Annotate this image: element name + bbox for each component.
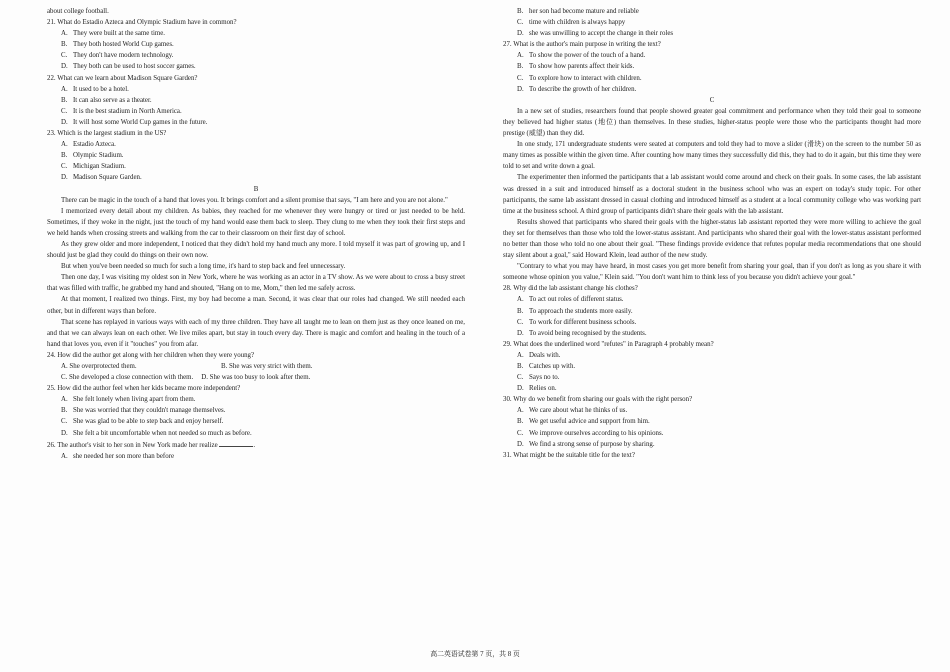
question-23-stem: 23. Which is the largest stadium in the US?	[47, 130, 167, 138]
q29-option-a[interactable]: A. Deals with.	[517, 351, 561, 359]
passage-b-paragraph-3: As they grew older and more independent, I noticed that they didn't hold my hand much any more. I told myself it was part of growing up, and I should just be glad they could do things on their own now.	[47, 240, 465, 260]
q26-option-a[interactable]: A. she needed her son more than before	[61, 452, 175, 460]
q21-option-a[interactable]: A. They were built at the same time.	[61, 30, 166, 38]
question-31-stem: 31. What might be the suitable title for the text?	[503, 451, 635, 459]
q24-option-a[interactable]: A. She overprotected them.	[61, 363, 137, 370]
q24-option-d[interactable]: D. She was too busy to look after them.	[201, 374, 311, 382]
section-c-heading: C	[709, 96, 715, 104]
q27-option-b[interactable]: B. To show how parents affect their kids.	[517, 63, 635, 71]
q23-option-d[interactable]: D. Madison Square Garden.	[61, 174, 142, 182]
q27-option-c[interactable]: C. To explore how to interact with children.	[517, 74, 642, 82]
q30-option-b[interactable]: B. We get useful advice and support from him.	[517, 418, 650, 426]
q29-option-d[interactable]: D. Relies on.	[517, 385, 557, 393]
q30-option-c[interactable]: C. We improve ourselves according to his opinions.	[517, 429, 664, 437]
passage-b-paragraph-2: I memorized every detail about my children. As babies, they reached for me whenever they were hungry or tired or just needed to be held. Sometimes, if they woke in the night, just the touch of my hand would ease them back to sleep. They clung to me when they took their first steps and we held hands when crossing streets and walking from the car to their classroom on their first day of school.	[47, 207, 465, 237]
q26-option-d[interactable]: D. she was unwilling to accept the change in their roles	[517, 30, 674, 38]
question-24-stem: 24. How did the author get along with her children when they were young?	[47, 351, 255, 359]
q22-option-a[interactable]: A. It used to be a hotel.	[61, 85, 129, 93]
q25-option-b[interactable]: B. She was worried that they couldn't manage themselves.	[61, 407, 226, 415]
left-column	[47, 6, 465, 462]
q27-option-a[interactable]: A. To show the power of the touch of a hand.	[517, 52, 646, 60]
q30-option-d[interactable]: D. We find a strong sense of purpose by sharing.	[517, 440, 655, 448]
q26-option-b[interactable]: B. her son had become mature and reliable	[517, 8, 639, 15]
passage-b-paragraph-7: That scene has replayed in various ways with each of my three children. They have all taught me to lean on them just as they once leaned on me, and that we can always lean on each other. We live miles apart, but stay in touch every day. There is magic and comfort and healing in the touch of a hand that loves you, even if it "touches" you from afar.	[47, 318, 465, 348]
q28-option-d[interactable]: D. To avoid being recognised by the students.	[517, 329, 647, 337]
question-27-stem: 27. What is the author's main purpose in writing the text?	[503, 41, 661, 49]
question-22-stem: 22. What can we learn about Madison Square Garden?	[47, 74, 198, 82]
q23-option-c[interactable]: C. Michigan Stadium.	[61, 163, 126, 171]
question-30-stem: 30. Why do we benefit from sharing our goals with the right person?	[503, 396, 693, 404]
passage-b-paragraph-4: But when you've been needed so much for such a long time, it's hard to step back and feel unnecessary.	[61, 263, 346, 271]
q29-option-b[interactable]: B. Catches up with.	[517, 363, 576, 370]
question-29-stem: 29. What does the underlined word "refutes" in Paragraph 4 probably mean?	[503, 340, 714, 348]
q29-option-c[interactable]: C. Says no to.	[517, 374, 560, 382]
question-21-stem: 21. What do Estadio Azteca and Olympic Stadium have in common?	[47, 19, 237, 27]
q24-option-c[interactable]: C. She developed a close connection with them.	[61, 374, 194, 382]
q24-options-row-1	[47, 361, 465, 372]
q21-option-b[interactable]: B. They both hosted World Cup games.	[61, 41, 174, 49]
q25-option-d[interactable]: D. She felt a bit uncomfortable when not needed so much as before.	[61, 429, 252, 437]
q21-option-c[interactable]: C. They don't have modern technology.	[61, 52, 174, 60]
passage-b-paragraph-5: Then one day, I was visiting my oldest son in New York, where he was working as an actor in a TV show. As we were about to cross a busy street that was filled with traffic, he grabbed my hand and shouted, "Hang on to me, Mom," then led me safely across.	[47, 274, 465, 293]
q22-option-b[interactable]: B. It can also serve as a theater.	[61, 96, 152, 104]
question-28-stem: 28. Why did the lab assistant change his clothes?	[503, 285, 638, 293]
q28-option-a[interactable]: A. To act out roles of different status.	[517, 296, 624, 304]
q28-option-b[interactable]: B. To approach the students more easily.	[517, 307, 633, 315]
q25-option-a[interactable]: A. She felt lonely when living apart from them.	[61, 396, 196, 404]
q28-option-c[interactable]: C. To work for different business schools.	[517, 318, 637, 326]
passage-c-paragraph-4: Results showed that participants who shared their goals with the higher-status lab assistant reported they were more willing to achieve the goal they set for themselves than those who told the lower-status assistant. And participants who shared their goal with the lower-status assistant performed no better than those who told no one about their goal. "These findings provide evidence that refutes popular media recommendations that one should stay silent about a goal," said Howard Klein, lead author of the new study.	[503, 218, 921, 260]
q23-option-a[interactable]: A. Estadio Azteca.	[61, 141, 116, 149]
q27-option-d[interactable]: D. To describe the growth of her children.	[517, 85, 637, 93]
section-b-heading: B	[253, 185, 259, 193]
q23-option-b[interactable]: B. Olympic Stadium.	[61, 152, 124, 160]
question-25-stem: 25. How did the author feel when her kids became more independent?	[47, 385, 241, 393]
q30-option-a[interactable]: A. We care about what he thinks of us.	[517, 407, 628, 415]
q21-option-d[interactable]: D. They both can be used to host soccer games.	[61, 63, 196, 71]
passage-b-paragraph-6: At that moment, I realized two things. First, my boy had become a man. Second, it was clear that our roles had changed. We still needed each other, but in different ways than before.	[47, 296, 465, 315]
passage-b-paragraph-1: There can be magic in the touch of a hand that loves you. It brings comfort and a silent promise that says, "I am here and you are not alone."	[61, 196, 448, 204]
q22-option-c[interactable]: C. It is the best stadium in North America.	[61, 107, 182, 115]
page-footer: 高二英语试卷第 7 页，共 8 页	[430, 651, 520, 658]
question-26-stem: 26. The author's visit to her son in New York made her realize .	[47, 439, 465, 451]
q26-option-c[interactable]: C. time with children is always happy	[517, 19, 626, 27]
passage-a-tail: about college football.	[47, 8, 109, 15]
answer-blank	[219, 439, 253, 447]
passage-c-paragraph-3: The experimenter then informed the participants that a lab assistant would come around and check on their goals. In some cases, the lab assistant was dressed in a suit and introduced himself as a doctoral student in the business school who was an expert on today's study topic. For other participants, the same lab assistant dressed in casual clothing and introduced himself as a student at a local community college who was working part time at the business school. A third group of participants didn't share their goals with the lab assistant.	[503, 174, 921, 215]
q22-option-d[interactable]: D. It will host some World Cup games in the future.	[61, 118, 208, 126]
q24-option-b[interactable]: B. She was very strict with them.	[221, 363, 313, 370]
q24-options-row-2	[47, 372, 465, 383]
passage-c-paragraph-2: In one study, 171 undergraduate students were seated at computers and told they had to move a slider (滑块) on the screen to the number 50 as many times as possible within the given time. After counting how many times they successfully did this, they had to do it again, but this time they were told to set and write down a goal.	[503, 141, 921, 171]
q25-option-c[interactable]: C. She was glad to be able to step back and enjoy herself.	[61, 418, 224, 426]
passage-c-paragraph-1: In a new set of studies, researchers found that people showed greater goal commitment and performance when they told their goal to someone they believed had higher status (地位) than themselves. In these studies, higher-status people were those who the participants thought had more prestige (威望) than they did.	[503, 107, 921, 138]
passage-c-paragraph-5: "Contrary to what you may have heard, in most cases you get more benefit from sharing your goal, than if you don't as long as you share it with someone whose opinion you value," Klein said. "You don't want him to think less of you because you didn't achieve your goal."	[503, 263, 921, 282]
right-column	[503, 6, 921, 461]
